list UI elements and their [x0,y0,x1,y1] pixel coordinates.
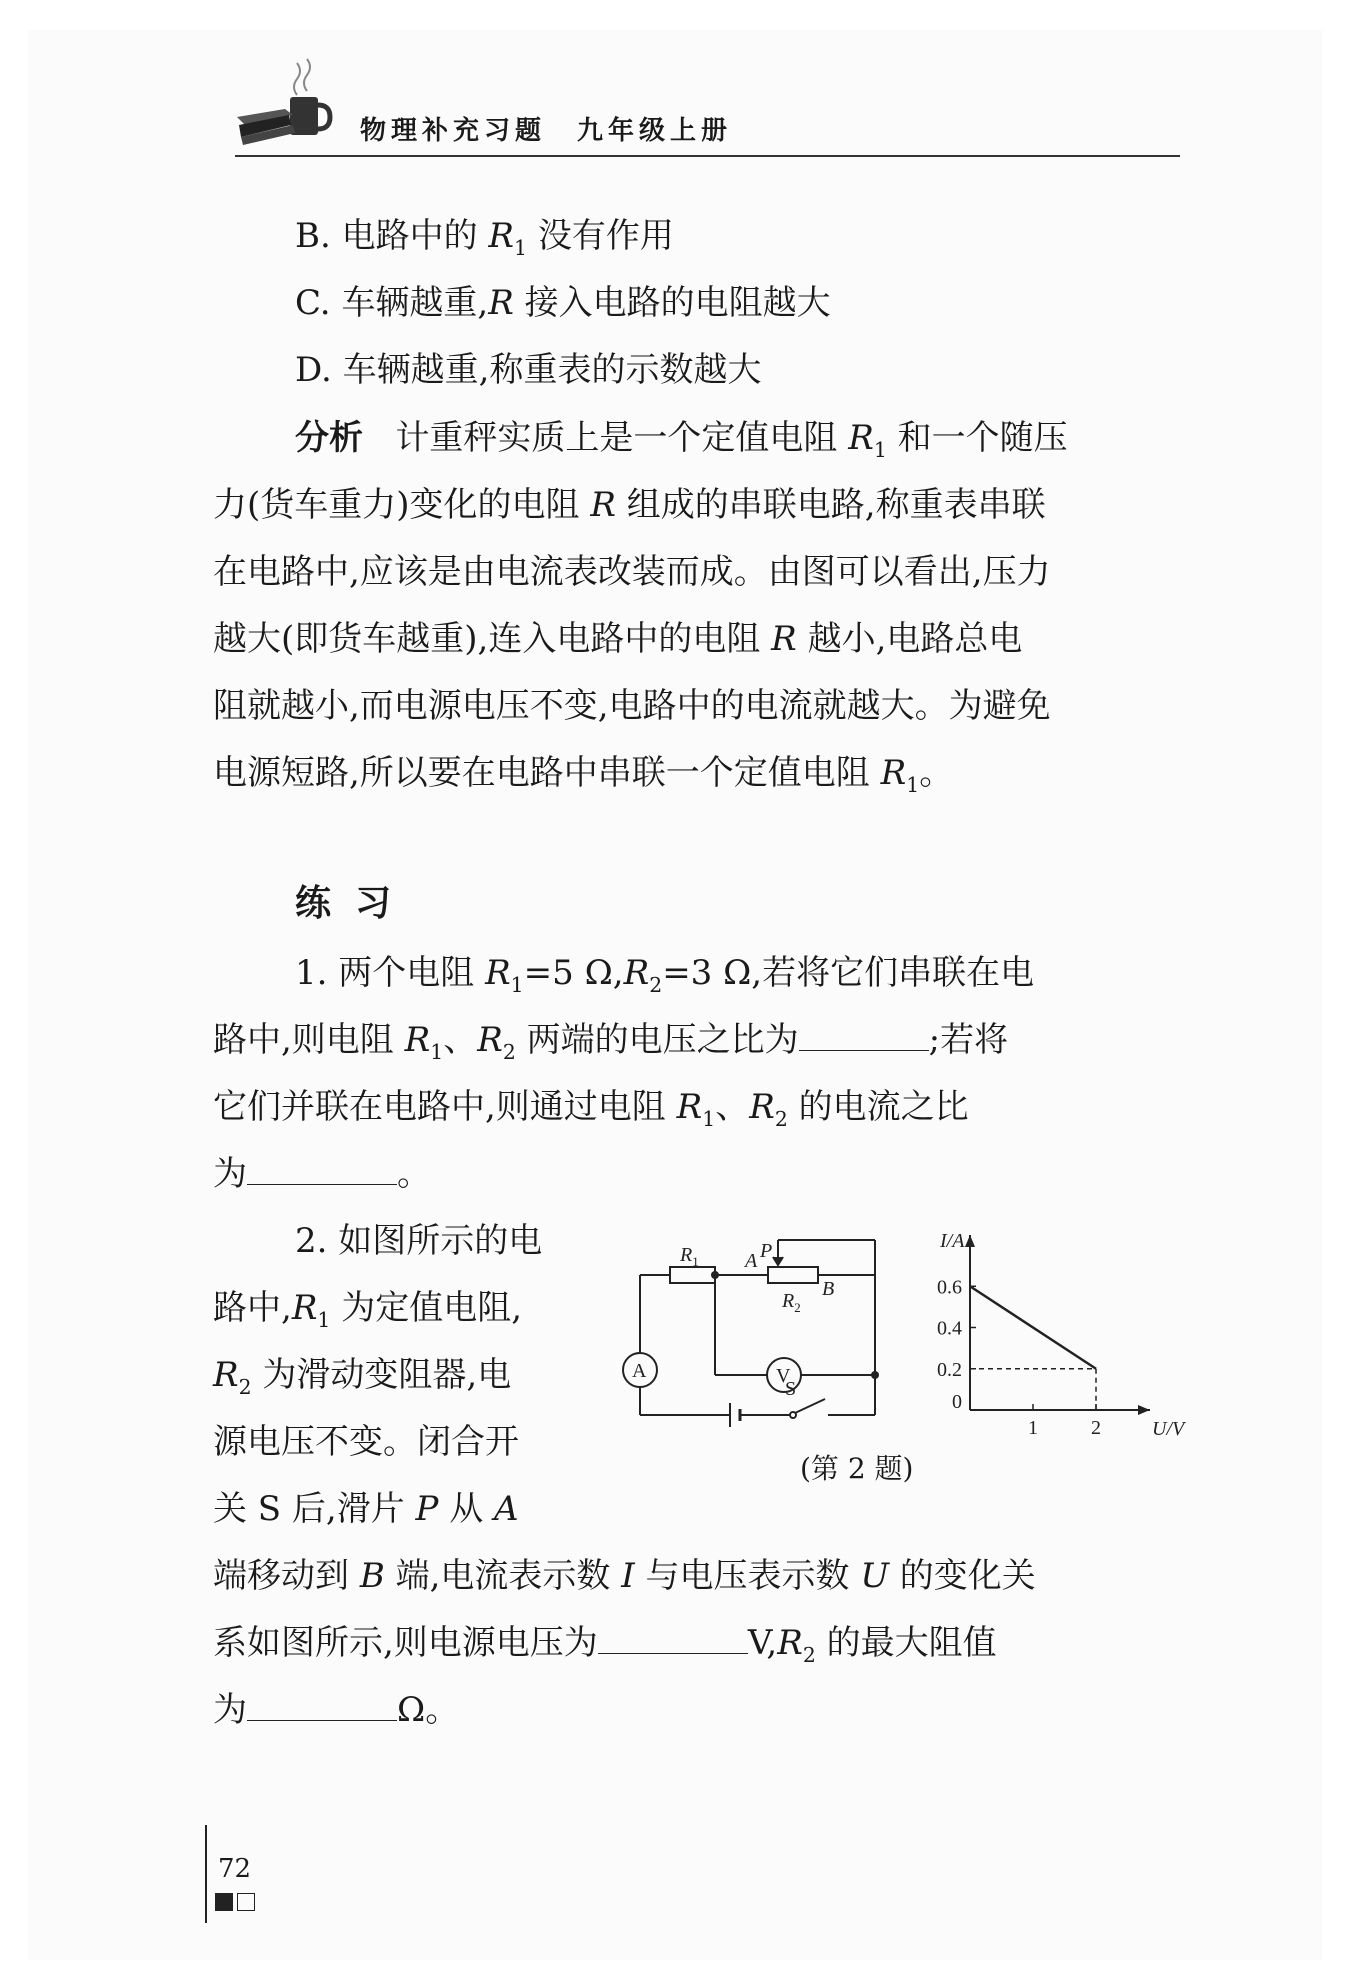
footer-divider [205,1825,207,1923]
svg-text:A: A [745,1250,758,1272]
q1-line-3: 它们并联在电路中,则通过电阻 $R_1$、$R_2$ 的电流之比 [213,1087,969,1131]
filled-square-icon [215,1893,233,1911]
section-title: 练习 [295,883,416,924]
iu-graph [910,1215,1185,1440]
analysis-line-1: 分析 计重秤实质上是一个定值电阻 $R_1$ 和一个随压 [295,418,1068,462]
figure-caption: (第 2 题) [800,1452,914,1485]
x-axis-label: U/V [1152,1418,1185,1440]
answer-blank[interactable] [598,1623,748,1654]
q2-line-6: 端移动到 B 端,电流表示数 I 与电压表示数 U 的变化关 [213,1556,1036,1596]
q2-line-3: $R_2$ 为滑动变阻器,电 [213,1355,512,1399]
book-title: 物理补充习题 九年级上册 [360,116,733,146]
y-tick-label: 0 [952,1391,962,1413]
analysis-label: 分析 [295,418,363,458]
q2-line-2: 路中$,R_1$ 为定值电阻, [213,1288,523,1332]
svg-text:R1: $R_1$ [680,1244,699,1269]
q2-line-8: 为 Ω。 [213,1690,460,1730]
y-axis-arrow [965,1235,975,1247]
circuit-diagram [610,1235,890,1435]
svg-text:V: V [776,1365,791,1387]
resistor-r1 [670,1267,715,1283]
analysis-line-3: 在电路中,应该是由电流表改装而成。由图可以看出,压力 [213,552,1051,592]
x-axis-arrow [1138,1405,1150,1415]
option-c: C. 车辆越重,R 接入电路的电阻越大 [295,283,831,323]
svg-text:A: A [632,1360,647,1382]
q2-line-5: 关 S 后,滑片 P 从 A [213,1489,519,1529]
y-tick-label: 0.2 [937,1358,962,1381]
y-tick-label: 0.4 [937,1317,962,1340]
svg-text:S: S [785,1378,797,1400]
book-and-mug-icon [235,55,345,150]
analysis-line-5: 阻就越小,而电源电压不变,电路中的电流就越大。为避免 [213,686,1051,726]
q1-line-4: 为 。 [213,1154,431,1194]
analysis-line-2: 力(货车重力)变化的电阻 R 组成的串联电路,称重表串联 [213,485,1046,525]
q2-line-1: 2. 如图所示的电 [295,1221,543,1261]
svg-text:R2: $R_2$ [782,1290,801,1315]
header-divider [235,155,1180,157]
answer-blank[interactable] [799,1020,929,1051]
svg-text:P: P [760,1240,773,1262]
q2-line-7: 系如图所示,则电源电压为 $V,R_2$ 的最大阻值 [213,1623,997,1667]
option-d: D. 车辆越重,称重表的示数越大 [295,350,762,390]
page-number: 72 [218,1854,252,1884]
data-line [970,1286,1096,1369]
empty-square-icon [237,1893,255,1911]
answer-blank[interactable] [247,1154,397,1185]
analysis-line-6: 电源短路,所以要在电路中串联一个定值电阻 $R_1$。 [213,753,954,797]
page-header [235,55,1180,160]
analysis-line-4: 越大(即货车越重),连入电路中的电阻 R 越小,电路总电 [213,619,1023,659]
option-b: B. 电路中的 $R_1$ 没有作用 [295,216,674,260]
q2-line-4: 源电压不变。闭合开 [213,1422,519,1462]
y-tick-label: 0.6 [937,1276,962,1299]
svg-text:B: B [822,1278,835,1300]
page-marks [215,1893,259,1915]
answer-blank[interactable] [247,1690,397,1721]
var-r: R [848,418,874,458]
q1-line-1: 1. 两个电阻 $R_1=5$ $\Omega,R_2=3$ Ω,若将它们串联在电 [295,953,1035,997]
x-tick-label: 1 [1028,1417,1038,1439]
resistor-r2 [768,1267,818,1283]
x-tick-label: 2 [1091,1417,1101,1439]
y-axis-label: I/A [940,1230,965,1252]
q1-line-2: 路中,则电阻 $R_1$、$R_2$ 两端的电压之比为 ;若将 [213,1020,1009,1064]
